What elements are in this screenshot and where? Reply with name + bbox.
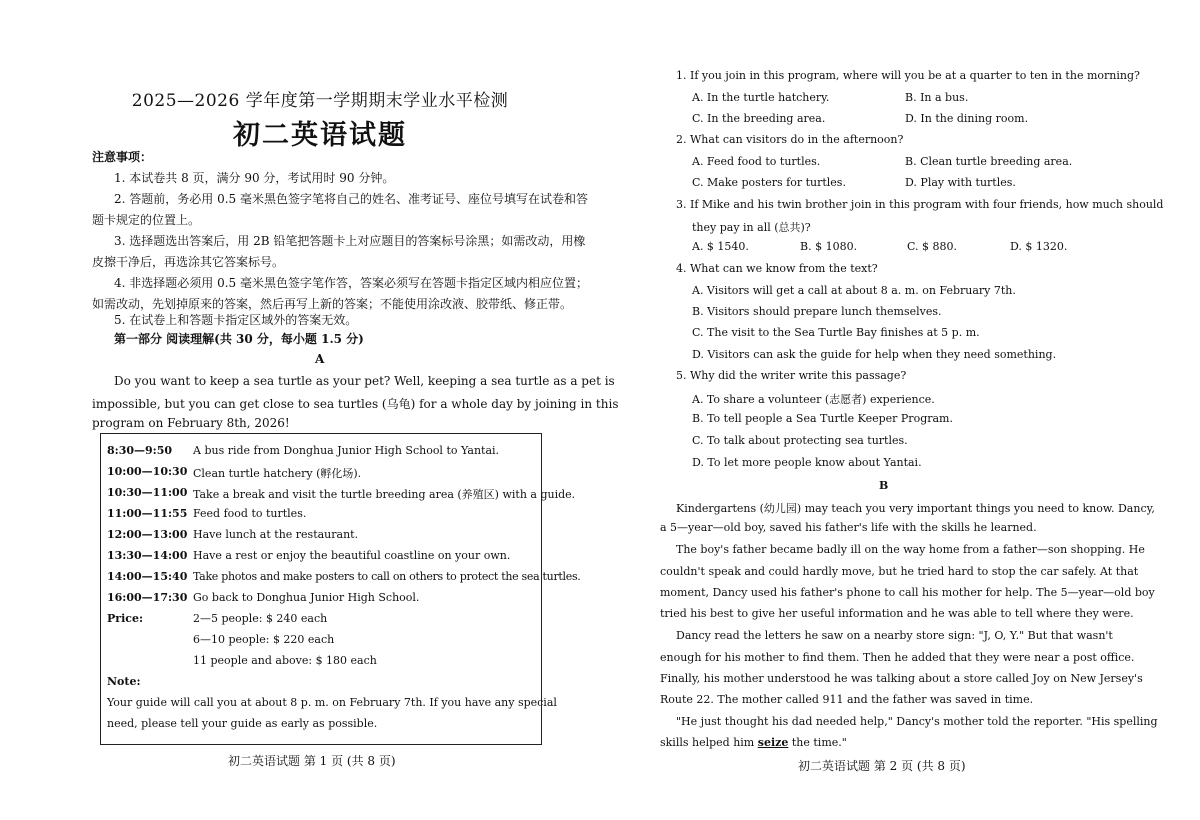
note-line: 2. 答题前，务必用 0.5 毫米黑色签字笔将自己的姓名、准考证号、座位号填写在试卷和答 <box>114 192 588 206</box>
price-line: 11 people and above: $ 180 each <box>193 654 377 667</box>
option: C. The visit to the Sea Turtle Bay finishes at 5 p. m. <box>692 326 980 339</box>
passage-a-label: A <box>315 352 325 366</box>
schedule-time: 16:00—17:30 <box>107 591 188 604</box>
schedule-activity: Have a rest or enjoy the beautiful coastline on your own. <box>193 549 511 562</box>
option: D. Play with turtles. <box>905 176 1016 189</box>
passage-b-line: Route 22. The mother called 911 and the father was saved in time. <box>660 693 1034 706</box>
box-note-line: need, please tell your guide as early as possible. <box>107 717 378 730</box>
option: C. In the breeding area. <box>692 112 826 125</box>
last-line-prefix: skills helped him <box>660 736 758 749</box>
option: B. In a bus. <box>905 91 969 104</box>
page-footer: 初二英语试题 第 1 页 (共 8 页) <box>228 754 396 768</box>
passage-b-line: Kindergartens (幼儿园) may teach you very important things you need to know. Dancy, <box>676 502 1155 515</box>
option: C. $ 880. <box>907 240 958 253</box>
box-note-line: Your guide will call you at about 8 p. m. on February 7th. If you have any special <box>107 696 557 709</box>
option: A. $ 1540. <box>692 240 749 253</box>
schedule-time: 14:00—15:40 <box>107 570 188 583</box>
passage-b-line: Finally, his mother understood he was talking about a store called Joy on New Jersey's <box>660 672 1143 685</box>
passage-b-line: moment, Dancy used his father's phone to call his mother for help. The 5—year—old boy <box>660 586 1155 599</box>
option: A. To share a volunteer (志愿者) experience. <box>692 393 935 406</box>
passage-b-line: couldn't speak and could hardly move, but he tried hard to stop the car safely. At that <box>660 565 1139 578</box>
option: B. $ 1080. <box>800 240 858 253</box>
question-stem-continued: they pay in all (总共)? <box>692 221 811 234</box>
schedule-time: 13:30—14:00 <box>107 549 188 562</box>
note-line: 4. 非选择题必须用 0.5 毫米黑色签字笔作答，答案必须写在答题卡指定区域内相应位置； <box>114 276 588 290</box>
option: C. Make posters for turtles. <box>692 176 846 189</box>
schedule-time: 8:30—9:50 <box>107 444 173 457</box>
option: B. Visitors should prepare lunch themselves. <box>692 305 942 318</box>
schedule-time: 10:30—11:00 <box>107 486 188 499</box>
schedule-time: 10:00—10:30 <box>107 465 188 478</box>
passage-b-line: The boy's father became badly ill on the way home from a father—son shopping. He <box>676 543 1145 556</box>
subject-title: 初二英语试题 <box>233 120 407 151</box>
option: B. Clean turtle breeding area. <box>905 155 1073 168</box>
passage-b-line: enough for his mother to find them. Then he added that they were near a post office. <box>660 651 1135 664</box>
section-heading: 第一部分 阅读理解(共 30 分，每小题 1.5 分) <box>114 332 364 346</box>
schedule-activity: Go back to Donghua Junior High School. <box>193 591 420 604</box>
schedule-activity: Feed food to turtles. <box>193 507 307 520</box>
schedule-activity: Take a break and visit the turtle breeding area (养殖区) with a guide. <box>193 488 576 501</box>
last-line-suffix: the time." <box>788 736 847 749</box>
option: D. In the dining room. <box>905 112 1029 125</box>
schedule-time: 12:00—13:00 <box>107 528 188 541</box>
price-line: 6—10 people: $ 220 each <box>193 633 335 646</box>
option: A. Feed food to turtles. <box>692 155 821 168</box>
option: D. Visitors can ask the guide for help when they need something. <box>692 348 1057 361</box>
exam-title: 2025—2026 学年度第一学期期末学业水平检测 <box>131 91 509 111</box>
price-label: Price: <box>107 612 144 625</box>
right-page <box>600 0 1200 820</box>
option: D. To let more people know about Yantai. <box>692 456 922 469</box>
question-stem: 2. What can visitors do in the afternoon? <box>676 133 904 146</box>
notes-heading: 注意事项： <box>92 150 153 164</box>
underlined-word: seize <box>757 736 789 749</box>
option: D. $ 1320. <box>1010 240 1068 253</box>
note-line: 3. 选择题选出答案后，用 2B 铅笔把答题卡上对应题目的答案标号涂黑；如需改动，用橡 <box>114 234 586 248</box>
passage-b-line: tried his best to give her useful information and he was able to tell where they were. <box>660 607 1134 620</box>
note-line: 皮擦干净后，再选涂其它答案标号。 <box>92 255 285 269</box>
intro-line: impossible, but you can get close to sea turtles (乌龟) for a whole day by joining in this <box>92 397 619 411</box>
option: A. In the turtle hatchery. <box>692 91 830 104</box>
schedule-activity: Take photos and make posters to call on others to protect the sea turtles. <box>193 570 581 583</box>
question-stem: 3. If Mike and his twin brother join in this program with four friends, how much should <box>676 198 1164 211</box>
passage-b-line: a 5—year—old boy, saved his father's life with the skills he learned. <box>660 521 1037 534</box>
schedule-time: 11:00—11:55 <box>107 507 188 520</box>
price-line: 2—5 people: $ 240 each <box>193 612 328 625</box>
question-stem: 4. What can we know from the text? <box>676 262 878 275</box>
intro-line: Do you want to keep a sea turtle as your pet? Well, keeping a sea turtle as a pet is <box>114 374 615 388</box>
note-line: 题卡规定的位置上。 <box>92 213 201 227</box>
schedule-activity: Have lunch at the restaurant. <box>193 528 359 541</box>
note-line: 5. 在试卷上和答题卡指定区域外的答案无效。 <box>114 313 358 327</box>
note-line: 如需改动，先划掉原来的答案，然后再写上新的答案；不能使用涂改液、胶带纸、修正带。 <box>92 297 573 311</box>
schedule-box <box>100 433 581 745</box>
question-stem: 1. If you join in this program, where will you be at a quarter to ten in the morning? <box>676 69 1140 82</box>
page-footer: 初二英语试题 第 2 页 (共 8 页) <box>798 759 966 773</box>
passage-b-last-line <box>660 736 847 749</box>
question-stem: 5. Why did the writer write this passage? <box>676 369 907 382</box>
schedule-activity: A bus ride from Donghua Junior High School to Yantai. <box>193 444 500 457</box>
option: C. To talk about protecting sea turtles. <box>692 434 908 447</box>
note-label: Note: <box>107 675 141 688</box>
schedule-activity: Clean turtle hatchery (孵化场). <box>193 467 362 480</box>
passage-b-line: Dancy read the letters he saw on a nearby store sign: "J, O, Y." But that wasn't <box>676 629 1113 642</box>
intro-line: program on February 8th, 2026! <box>92 416 290 430</box>
passage-b-label: B <box>879 479 889 492</box>
option: B. To tell people a Sea Turtle Keeper Program. <box>692 412 953 425</box>
option: A. Visitors will get a call at about 8 a. m. on February 7th. <box>692 284 1016 297</box>
note-line: 1. 本试卷共 8 页，满分 90 分，考试用时 90 分钟。 <box>114 171 395 185</box>
passage-b-line: "He just thought his dad needed help," Dancy's mother told the reporter. "His spelling <box>676 715 1158 728</box>
